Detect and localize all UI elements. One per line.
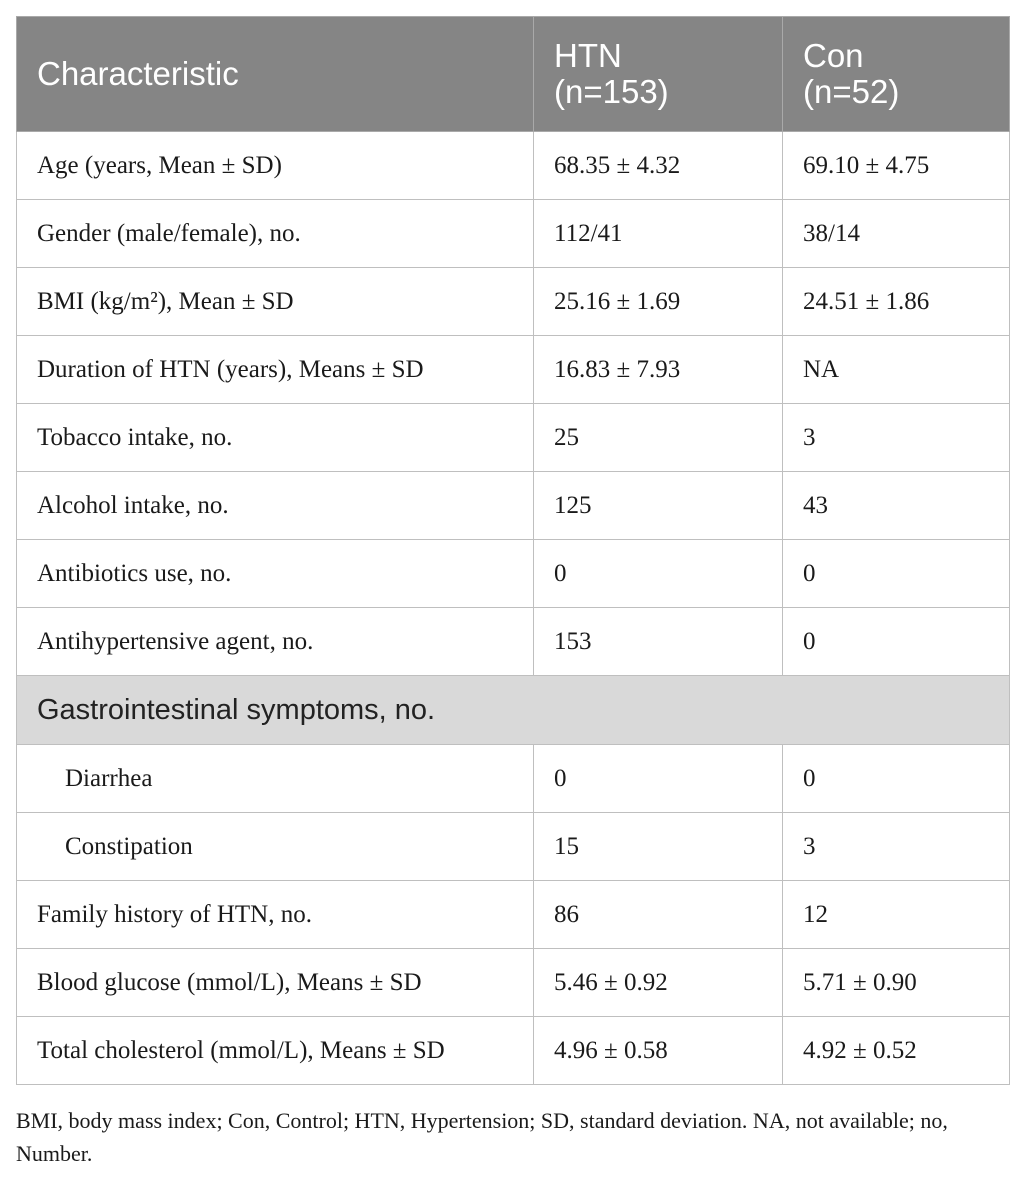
row-con-value: 3 [783, 813, 1010, 881]
row-label: Diarrhea [17, 745, 534, 813]
row-label: Gender (male/female), no. [17, 200, 534, 268]
table-row [17, 949, 1010, 1017]
row-label: Total cholesterol (mmol/L), Means ± SD [17, 1017, 534, 1085]
row-htn-value: 25.16 ± 1.69 [534, 268, 783, 336]
row-con-value: 0 [783, 540, 1010, 608]
row-con-value: 12 [783, 881, 1010, 949]
row-label: BMI (kg/m²), Mean ± SD [17, 268, 534, 336]
row-label: Blood glucose (mmol/L), Means ± SD [17, 949, 534, 1017]
row-label: Family history of HTN, no. [17, 881, 534, 949]
row-label: Tobacco intake, no. [17, 404, 534, 472]
row-con-value: 38/14 [783, 200, 1010, 268]
table-row [17, 745, 1010, 813]
row-htn-value: 5.46 ± 0.92 [534, 949, 783, 1017]
row-con-value: 0 [783, 608, 1010, 676]
table-row [17, 336, 1010, 404]
table-row [17, 813, 1010, 881]
row-label: Antihypertensive agent, no. [17, 608, 534, 676]
row-con-value: 4.92 ± 0.52 [783, 1017, 1010, 1085]
row-label: Alcohol intake, no. [17, 472, 534, 540]
row-con-value: 69.10 ± 4.75 [783, 132, 1010, 200]
row-htn-value: 112/41 [534, 200, 783, 268]
header-con: Con (n=52) [783, 17, 1010, 132]
characteristics-table-container [16, 16, 1009, 1085]
table-row [17, 608, 1010, 676]
row-con-value: 5.71 ± 0.90 [783, 949, 1010, 1017]
row-con-value: NA [783, 336, 1010, 404]
table-row [17, 1017, 1010, 1085]
row-htn-value: 15 [534, 813, 783, 881]
characteristics-table [16, 16, 1010, 1085]
table-footnote: BMI, body mass index; Con, Control; HTN, Hypertension; SD, standard deviation. NA, not available; no, Number. [16, 1108, 948, 1166]
row-label: Constipation [17, 813, 534, 881]
section-header-row [17, 676, 1010, 745]
table-row [17, 540, 1010, 608]
row-htn-value: 4.96 ± 0.58 [534, 1017, 783, 1085]
row-htn-value: 68.35 ± 4.32 [534, 132, 783, 200]
row-htn-value: 16.83 ± 7.93 [534, 336, 783, 404]
table-row [17, 132, 1010, 200]
section-title: Gastrointestinal symptoms, no. [17, 676, 1010, 745]
row-con-value: 0 [783, 745, 1010, 813]
row-label: Antibiotics use, no. [17, 540, 534, 608]
row-htn-value: 153 [534, 608, 783, 676]
row-label: Duration of HTN (years), Means ± SD [17, 336, 534, 404]
table-row [17, 268, 1010, 336]
table-row [17, 881, 1010, 949]
row-htn-value: 125 [534, 472, 783, 540]
row-label: Age (years, Mean ± SD) [17, 132, 534, 200]
row-con-value: 3 [783, 404, 1010, 472]
row-htn-value: 25 [534, 404, 783, 472]
table-row [17, 404, 1010, 472]
header-characteristic: Characteristic [17, 17, 534, 132]
row-con-value: 43 [783, 472, 1010, 540]
row-htn-value: 0 [534, 745, 783, 813]
table-header-row [17, 17, 1010, 132]
row-htn-value: 86 [534, 881, 783, 949]
table-row [17, 200, 1010, 268]
row-htn-value: 0 [534, 540, 783, 608]
table-row [17, 472, 1010, 540]
header-htn: HTN (n=153) [534, 17, 783, 132]
row-con-value: 24.51 ± 1.86 [783, 268, 1010, 336]
